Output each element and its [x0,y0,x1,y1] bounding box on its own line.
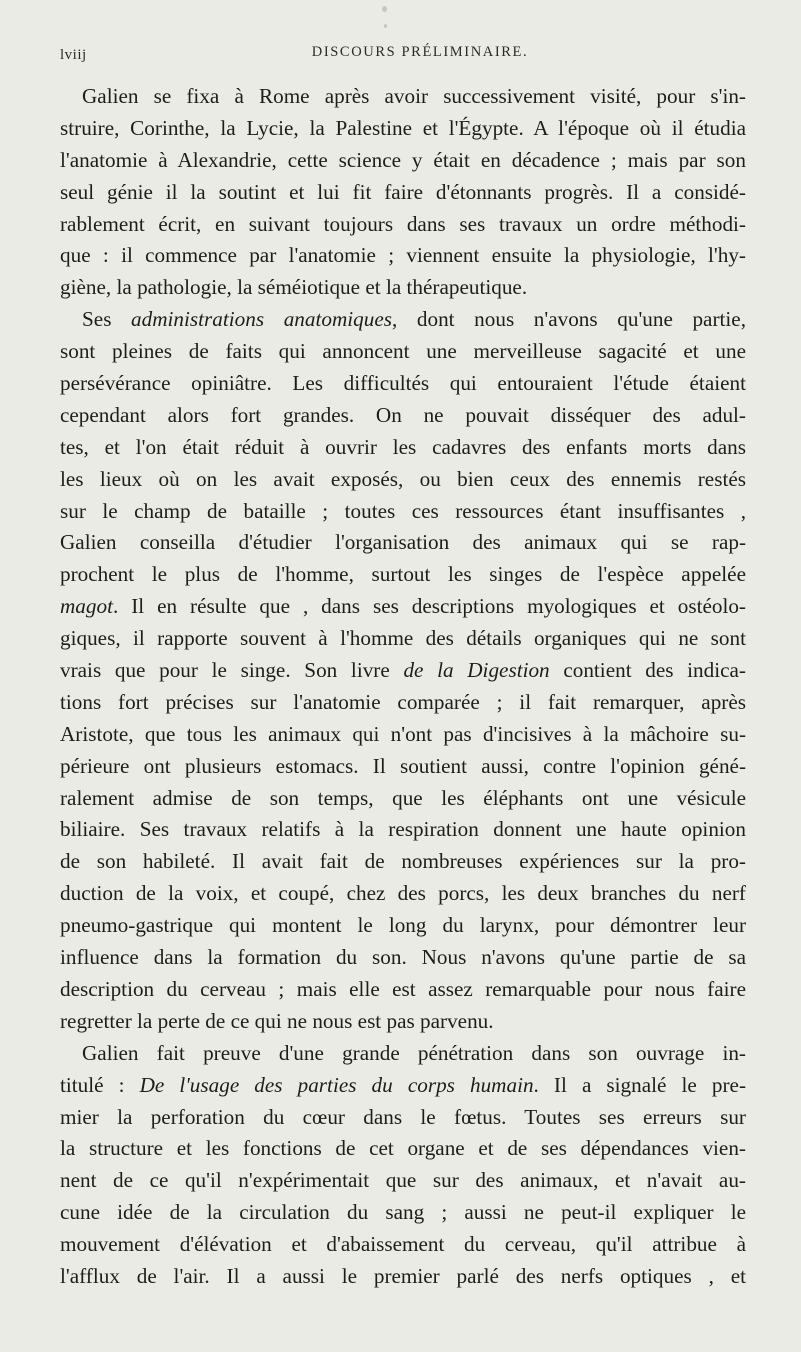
text-line: influence dans la formation du son. Nous n'avons qu'une partie de sa [60,945,746,970]
text-line: duction de la voix, et coupé, chez des porcs, les deux branches du nerf [60,881,746,906]
text-line: rablement écrit, en suivant toujours dans ses travaux un ordre méthodi- [60,211,746,236]
text-line: que : il commence par l'anatomie ; viennent ensuite la physiologie, l'hy- [60,243,746,268]
text-line: ralement admise de son temps, que les éléphants ont une vésicule [60,785,746,810]
body-text [60,81,746,1293]
text-line: cependant alors fort grandes. On ne pouvait disséquer des adul- [60,402,746,427]
text-line: struire, Corinthe, la Lycie, la Palestine et l'Égypte. A l'époque où il étudia [60,115,746,140]
text-line: Galien se fixa à Rome après avoir successivement visité, pour s'in- [82,84,746,108]
text-line: giène, la pathologie, la séméiotique et la thérapeutique. [60,275,528,300]
text-line: vrais que pour le singe. Son livre de la Digestion contient des indica- [60,658,746,683]
text-line: titulé : De l'usage des parties du corps humain. Il a signalé le pre- [60,1072,746,1097]
page-number: lviij [60,47,87,63]
text-line: description du cerveau ; mais elle est assez remarquable pour nous faire [60,976,746,1001]
text-line: nent de ce qu'il n'expérimentait que sur des animaux, et n'avait au- [60,1168,746,1193]
text-line: mier la perforation du cœur dans le fœtus. Toutes ses erreurs sur [60,1104,746,1129]
text-line: giques, il rapporte souvent à l'homme des détails organiques qui ne sont [60,626,746,651]
page-header [60,44,720,68]
paper-speck [384,24,387,28]
text-line: les lieux où on les avait exposés, ou bien ceux des ennemis restés [60,466,746,491]
text-line: Aristote, que tous les animaux qui n'ont pas d'incisives à la mâchoire su- [60,721,746,746]
text-line: prochent le plus de l'homme, surtout les singes de l'espèce appelée [60,562,746,587]
text-line: cune idée de la circulation du sang ; aussi ne peut-il expliquer le [60,1200,746,1225]
text-line: persévérance opiniâtre. Les difficultés qui entouraient l'étude étaient [60,371,746,396]
text-line: Ses administrations anatomiques, dont nous n'avons qu'une partie, [82,307,746,332]
text-line: la structure et les fonctions de cet organe et de ses dépendances vien- [60,1136,746,1161]
italic-title: magot [60,594,113,619]
running-head: DISCOURS PRÉLIMINAIRE. [311,44,529,60]
text-line: biliaire. Ses travaux relatifs à la respiration donnent une haute opinion [60,817,746,842]
italic-title: administrations anatomiques [131,307,392,332]
text-line: de son habileté. Il avait fait de nombreuses expériences sur la pro- [60,849,746,874]
text-line: regretter la perte de ce qui ne nous est pas parvenu. [60,1008,494,1033]
text-line: l'afflux de l'air. Il a aussi le premier parlé des nerfs optiques , et [60,1263,746,1288]
text-line: sont pleines de faits qui annoncent une merveilleuse sagacité et une [60,339,746,364]
text-line: tions fort précises sur l'anatomie comparée ; il fait remarquer, après [60,689,746,714]
text-line: Galien conseilla d'étudier l'organisation des animaux qui se rap- [60,530,746,555]
text-line: pneumo-gastrique qui montent le long du larynx, pour démontrer leur [60,913,746,938]
text-line: tes, et l'on était réduit à ouvrir les cadavres des enfants morts dans [60,434,746,459]
italic-title: de la Digestion [403,658,550,683]
italic-title: De l'usage des parties du corps humain [139,1072,534,1097]
text-line: magot. Il en résulte que , dans ses descriptions myologiques et ostéolo- [60,594,746,619]
text-line: Galien fait preuve d'une grande pénétration dans son ouvrage in- [82,1040,746,1065]
text-line: périeure ont plusieurs estomacs. Il soutient aussi, contre l'opinion géné- [60,753,746,778]
text-line: l'anatomie à Alexandrie, cette science y était en décadence ; mais par son [60,147,746,172]
text-line: sur le champ de bataille ; toutes ces ressources étant insuffisantes , [60,498,746,523]
text-line: mouvement d'élévation et d'abaissement du cerveau, qu'il attribue à [60,1232,746,1257]
paper-speck [382,6,387,12]
text-line: seul génie il la soutint et lui fit faire d'étonnants progrès. Il a considé- [60,179,746,204]
